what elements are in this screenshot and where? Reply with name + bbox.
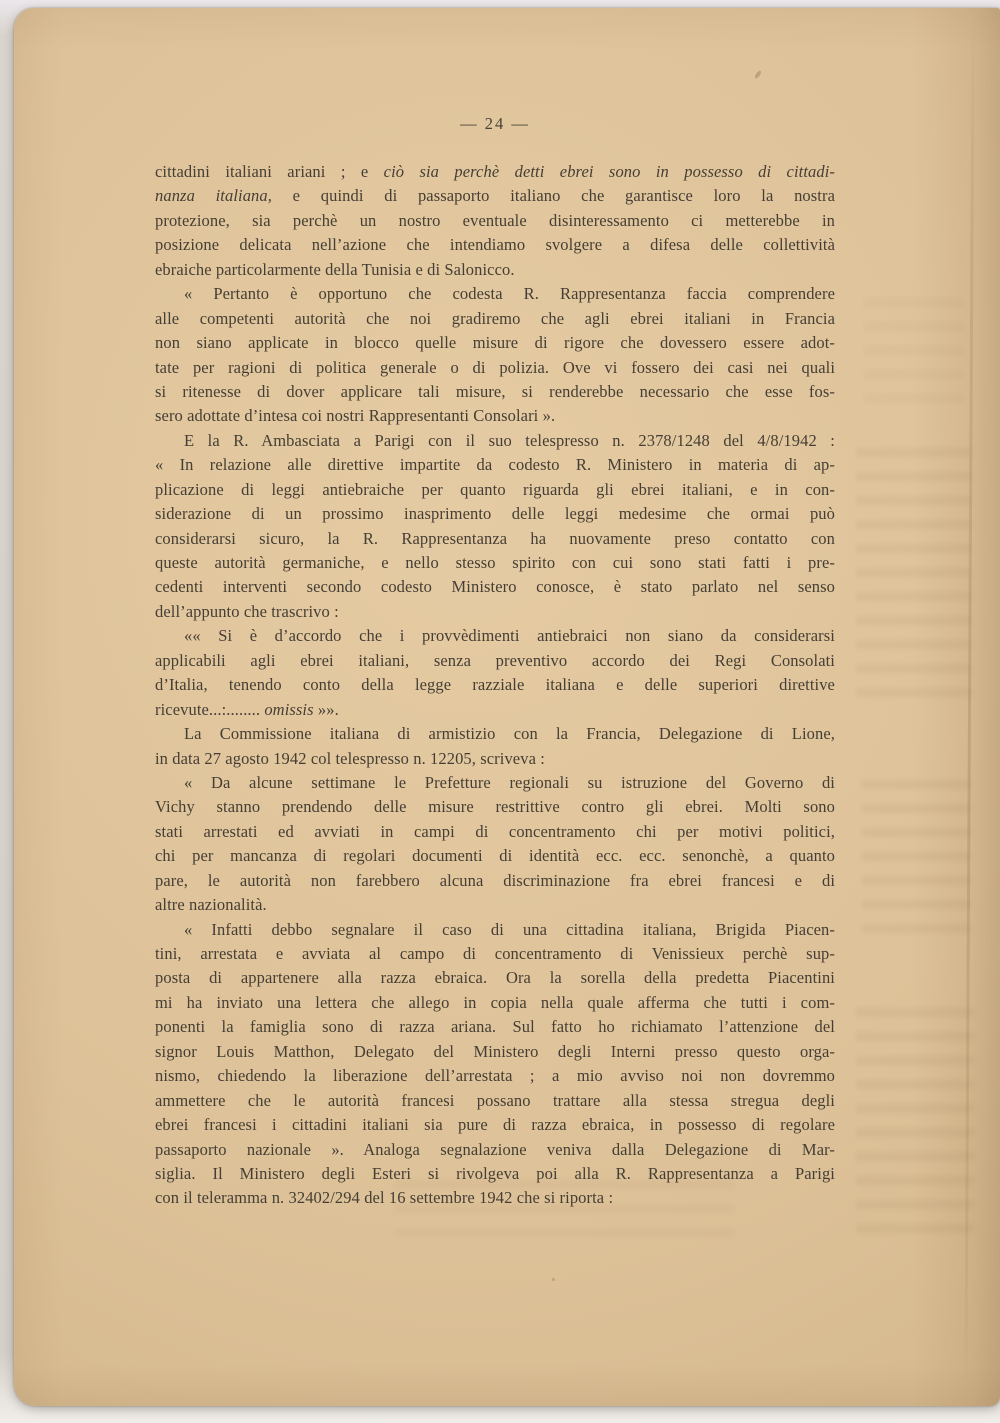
page-number: — 24 — (460, 114, 530, 133)
text-line: « Infatti debbo segnalare il caso di una cittadina italiana, Brigida Piacen- (184, 919, 835, 939)
text-line: siglia. Il Ministero degli Esteri si rivolgeva poi alla R. Rappresentanza a Parigi (155, 1163, 835, 1183)
paragraph (155, 160, 835, 282)
bleed-through-smudge (856, 1008, 974, 1243)
paragraph (155, 771, 835, 918)
text-line: nanza italiana, e quindi di passaporto italiano che garantisce loro la nostra (155, 186, 835, 206)
text-line: nismo, chiedendo la liberazione dell’arrestata ; a mio avviso noi non dovremmo (155, 1066, 835, 1086)
text-line: plicazione di leggi antiebraiche per quanto riguarda gli ebrei italiani, e in con- (155, 479, 835, 499)
text-line: alle competenti autorità che noi gradiremo che agli ebrei italiani in Francia (155, 308, 835, 328)
paragraph (155, 429, 835, 625)
text-line: posta di appartenere alla razza ebraica. Ora la sorella della predetta Piacentini (155, 968, 835, 988)
text-line: sero adottate d’intesa coi nostri Rappresentanti Consolari ». (155, 406, 556, 426)
text-line: signor Louis Matthon, Delegato del Ministero degli Interni presso questo orga- (155, 1041, 835, 1061)
text-line: « Pertanto è opportuno che codesta R. Rappresentanza faccia comprendere (184, 284, 835, 304)
paper-speck (552, 1278, 555, 1281)
paragraph (155, 624, 835, 722)
text-line: pare, le autorità non farebbero alcuna discriminazione fra ebrei francesi e di (155, 870, 835, 890)
text-line: « In relazione alle direttive impartite da codesto R. Ministero in materia di ap- (155, 455, 835, 475)
text-line: queste autorità germaniche, e nello stesso spirito con cui sono stati fatti i pre- (155, 553, 835, 572)
text-line: ponenti la famiglia sono di razza ariana. Sul fatto ho richiamato l’attenzione del (155, 1017, 835, 1037)
text-line: cedenti interventi secondo codesto Ministero conosce, è stato parlato nel senso (155, 577, 835, 597)
text-line: E la R. Ambasciata a Parigi con il suo telespresso n. 2378/1248 del 4/8/1942 : (184, 430, 835, 450)
text-line: con il teleramma n. 32402/294 del 16 settembre 1942 che si riporta : (155, 1188, 614, 1208)
text-line: dell’appunto che trascrivo : (155, 601, 339, 621)
text-line: passaporto nazionale ». Analoga segnalazione veniva dalla Delegazione di Mar- (155, 1139, 835, 1159)
text-line: tini, arrestata e avviata al campo di concentramento di Venissieux perchè sup- (155, 944, 835, 963)
text-line: ricevute...:........ omissis »». (155, 699, 339, 719)
document-page (14, 8, 1000, 1406)
text-line: siderazione di un prossimo inasprimento delle leggi medesime che ormai può (155, 504, 835, 524)
text-line: cittadini italiani ariani ; e ciò sia perchè detti ebrei sono in possesso di cittadi- (155, 162, 835, 181)
text-line: Vichy stanno prendendo delle misure restrittive contro gli ebrei. Molti sono (155, 797, 835, 817)
text-line: non siano applicate in blocco quelle misure di rigore che dovessero essere adot- (155, 333, 835, 353)
text-line: applicabili agli ebrei italiani, senza preventivo accordo dei Regi Consolati (155, 650, 835, 670)
text-line: considerarsi sicuro, la R. Rappresentanza ha nuovamente preso contatto con (155, 528, 835, 548)
paragraph (155, 722, 835, 771)
text-line: La Commissione italiana di armistizio con la Francia, Delegazione di Lione, (184, 724, 835, 744)
text-line: «« Si è d’accordo che i provvèdimenti antiebraici non siano da considerarsi (184, 626, 835, 646)
text-line: ammettere che le autorità francesi possano trattare alla stessa stregua degli (155, 1090, 835, 1110)
text-line: tate per ragioni di politica generale o di polizia. Ove vi fossero dei casi nei quali (155, 357, 835, 377)
bleed-through-smudge (856, 448, 971, 703)
text-line: in data 27 agosto 1942 col telespresso n. 12205, scriveva : (155, 748, 545, 768)
bleed-through-smudge (864, 298, 964, 418)
text-line: protezione, sia perchè un nostro eventuale disinteressamento ci metterebbe in (155, 210, 835, 230)
text-line: d’Italia, tenendo conto della legge razziale italiana e delle superiori direttive (155, 675, 835, 695)
text-line: ebrei francesi i cittadini italiani sia pure di razza ebraica, in possesso di regolare (155, 1115, 835, 1135)
paper-speck (754, 70, 762, 80)
text-line: chi per mancanza di regolari documenti di identità ecc. ecc. senonchè, a quanto (155, 846, 835, 866)
text-line: mi ha inviato una lettera che allego in copia nella quale afferma che tutti i com- (155, 992, 835, 1012)
paragraph (155, 282, 835, 429)
paragraph (155, 918, 835, 1211)
text-line: stati arrestati ed avviati in campi di concentramento chi per motivi politici, (155, 821, 835, 841)
text-line: altre nazionalità. (155, 895, 267, 915)
text-line: posizione delicata nell’azione che intendiamo svolgere a difesa delle collettività (155, 235, 835, 255)
text-line: ebraiche particolarmente della Tunisia e di Salonicco. (155, 259, 515, 279)
text-line: « Da alcune settimane le Prefetture regionali su istruzione del Governo di (184, 772, 835, 792)
text-column (155, 160, 835, 1211)
text-line: si ritenesse di dover applicare tali misure, si renderebbe necessario che esse fos- (155, 381, 835, 401)
page-crease (964, 8, 974, 1406)
bleed-through-smudge (862, 780, 970, 940)
